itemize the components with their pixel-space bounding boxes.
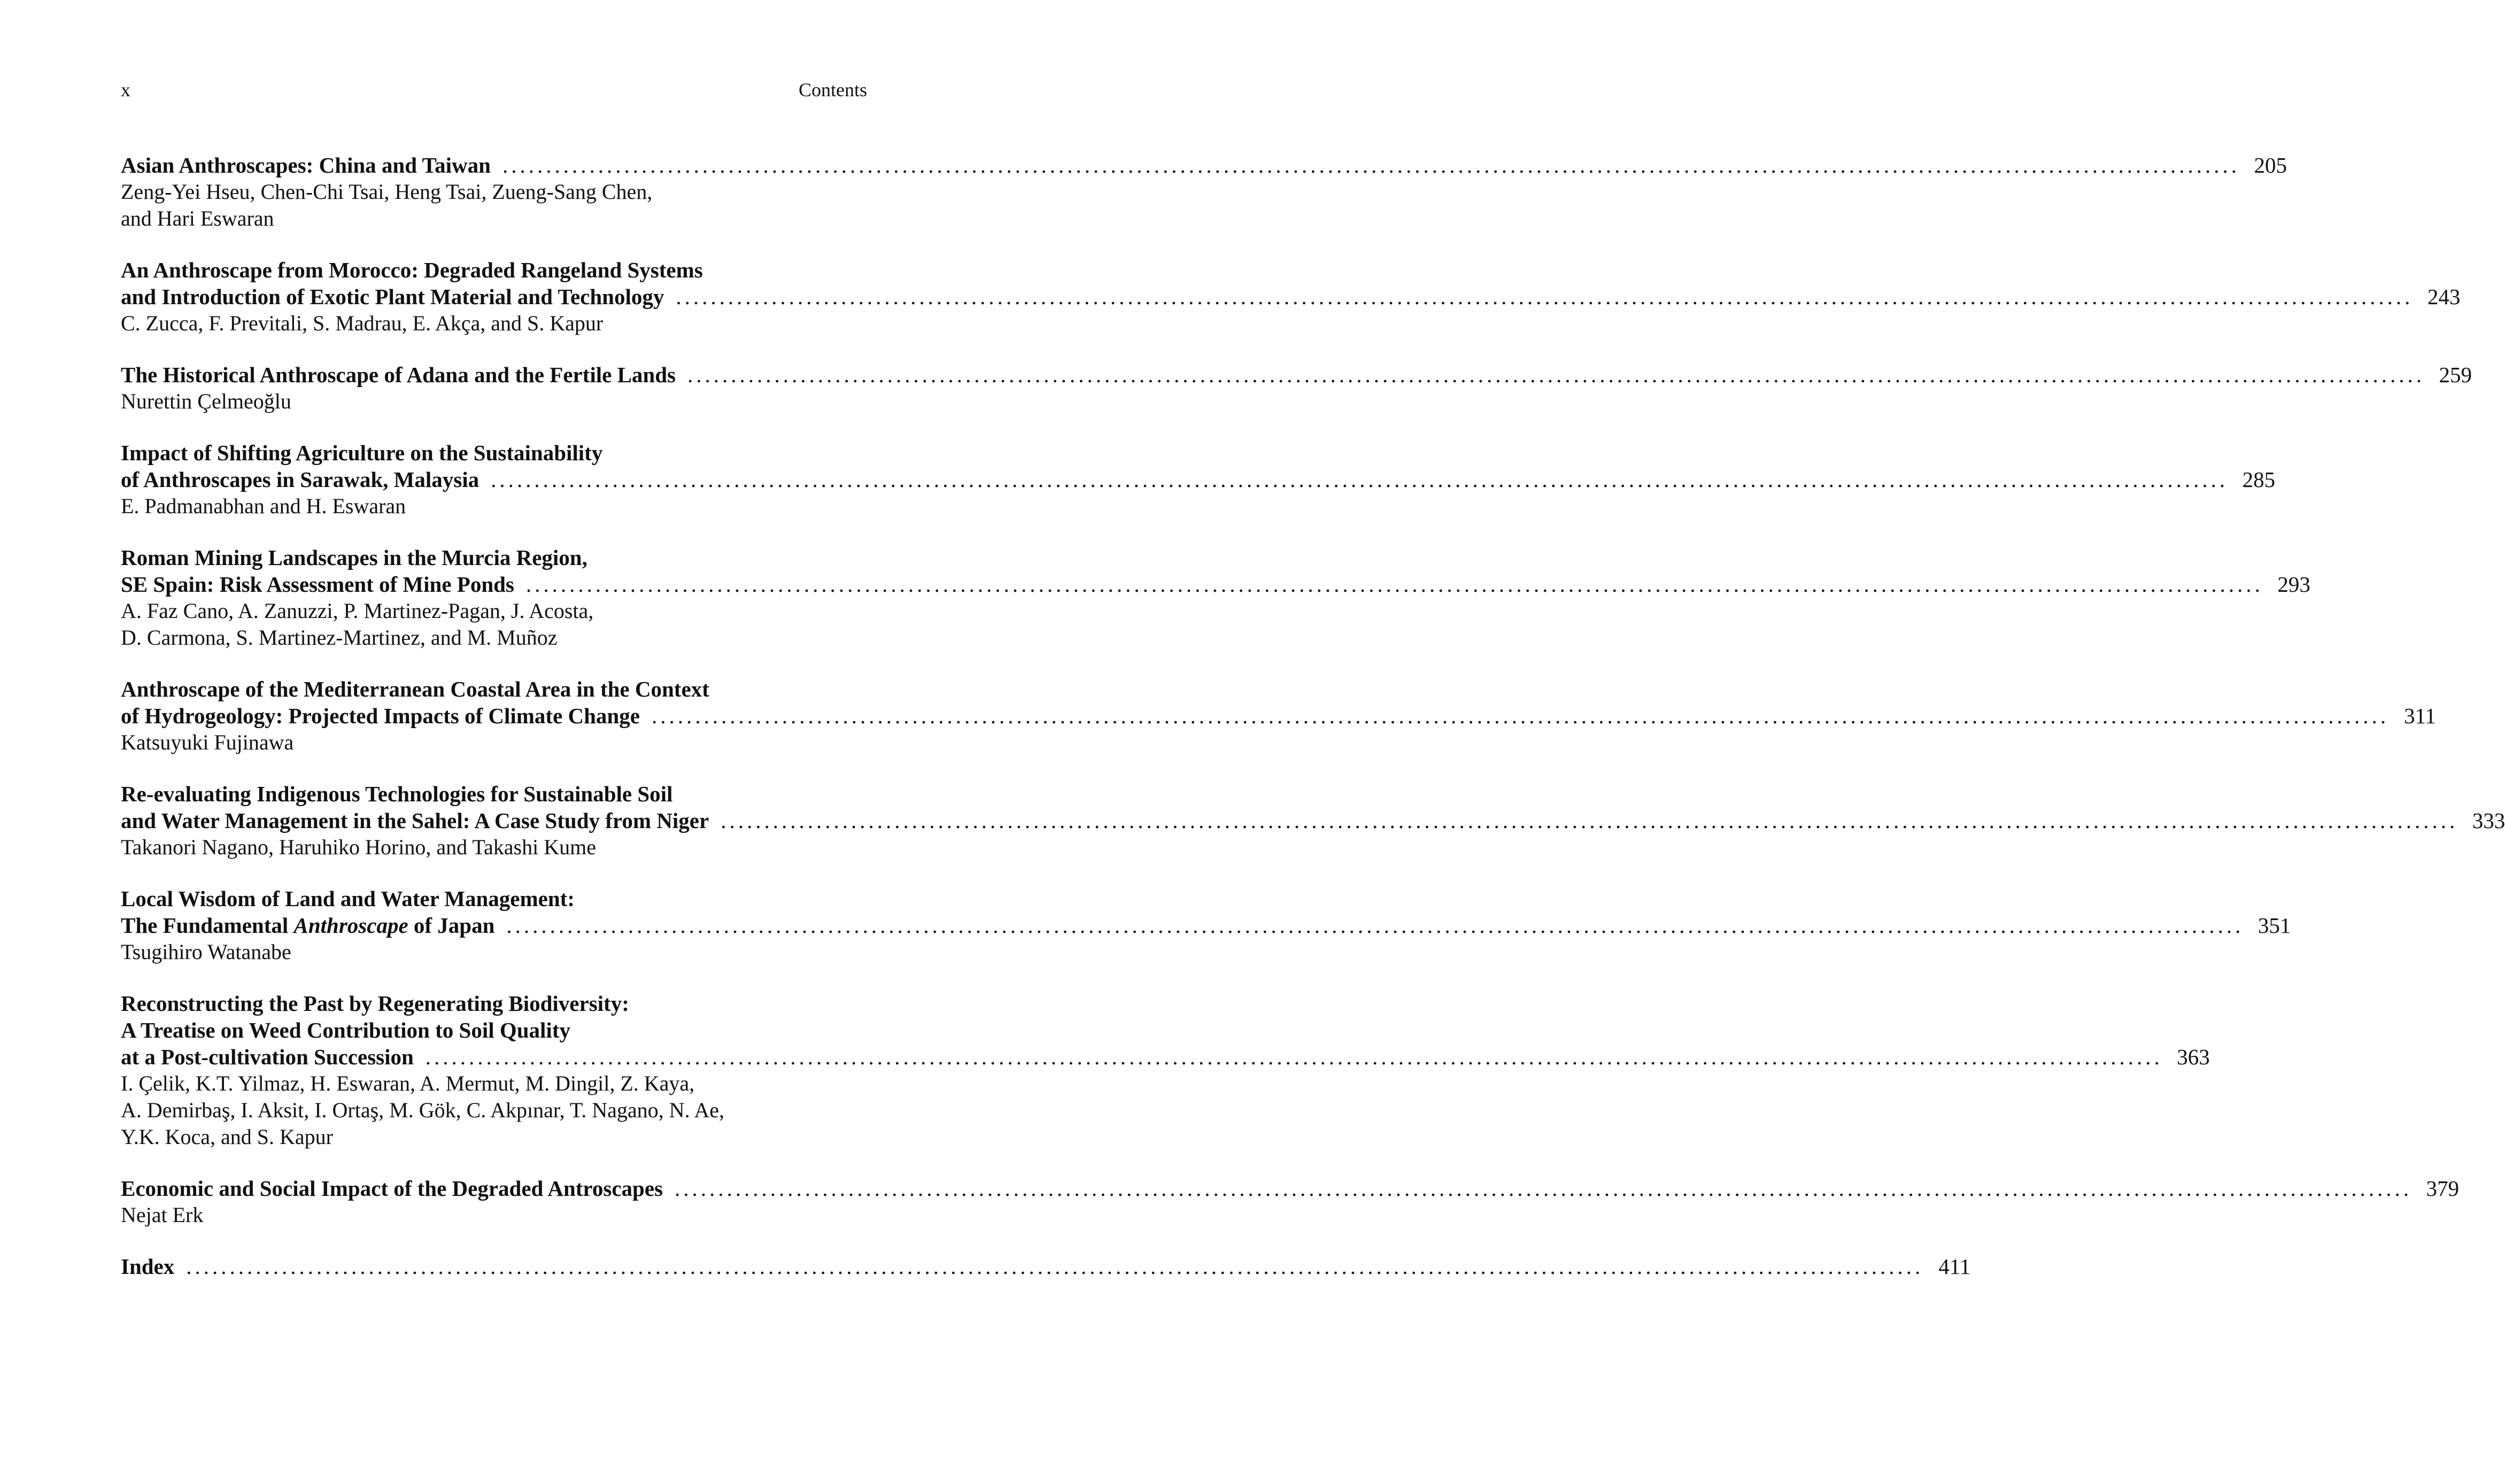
- toc-entry[interactable]: [121, 990, 2210, 1150]
- chapter-title-text: and Water Management in the Sahel: A Case Study from Niger: [121, 808, 709, 833]
- chapter-title-fragment: The Fundamental: [121, 913, 294, 938]
- toc-entry[interactable]: [121, 544, 2310, 651]
- dot-leader: ........................................................................................................................................................................................................: [687, 362, 2425, 387]
- page-number: 205: [2254, 153, 2287, 177]
- toc-entry[interactable]: [121, 361, 2472, 415]
- toc-entry[interactable]: [121, 257, 2461, 337]
- page-number: 351: [2257, 913, 2291, 938]
- chapter-title-line: Anthroscape of the Mediterranean Coastal Area in the Context: [121, 677, 709, 701]
- toc-entry[interactable]: [121, 885, 2291, 965]
- toc-entry[interactable]: [121, 152, 2287, 232]
- dot-leader: ........................................................................................................................................................................................................: [676, 284, 2414, 309]
- chapter-title-line: A Treatise on Weed Contribution to Soil Quality: [121, 1018, 570, 1042]
- author-line: Katsuyuki Fujinawa: [121, 730, 294, 754]
- page-number: 411: [1938, 1254, 1971, 1279]
- page-number: 363: [2177, 1045, 2210, 1069]
- chapter-title-line: Roman Mining Landscapes in the Murcia Region,: [121, 545, 587, 570]
- section-title: Contents: [798, 79, 867, 101]
- italic-term: Anthroscape: [293, 913, 408, 938]
- author-line: and Hari Eswaran: [121, 206, 274, 230]
- chapter-title-text: The Historical Anthroscape of Adana and the Fertile Lands: [121, 362, 676, 387]
- dot-leader: ........................................................................................................................................................................................................: [525, 572, 2263, 597]
- dot-leader: ........................................................................................................................................................................................................: [674, 1176, 2412, 1201]
- toc-entry[interactable]: [121, 1253, 1971, 1280]
- chapter-title-last-line: [121, 1253, 1971, 1280]
- toc-entry[interactable]: [121, 780, 2505, 861]
- dot-leader: ........................................................................................................................................................................................................: [651, 704, 2389, 728]
- chapter-title-text: of Anthroscapes in Sarawak, Malaysia: [121, 467, 480, 492]
- chapter-title-text: of Hydrogeology: Projected Impacts of Climate Change: [121, 704, 640, 728]
- author-line: D. Carmona, S. Martinez-Martinez, and M. Muñoz: [121, 625, 558, 650]
- chapter-title-last-line: [121, 1044, 2210, 1070]
- page-number: 243: [2427, 284, 2461, 309]
- chapter-title-line: Impact of Shifting Agriculture on the Sustainability: [121, 440, 603, 465]
- dot-leader: ........................................................................................................................................................................................................: [425, 1045, 2163, 1069]
- dot-leader: ........................................................................................................................................................................................................: [186, 1254, 1924, 1279]
- chapter-title-text: Asian Anthroscapes: China and Taiwan: [121, 153, 491, 177]
- running-head: [121, 76, 867, 103]
- chapter-title-last-line: [121, 466, 2276, 493]
- author-line: Nejat Erk: [121, 1203, 204, 1227]
- chapter-title-text: [121, 912, 494, 939]
- author-line: Tsugihiro Watanabe: [121, 940, 291, 964]
- author-line: Takanori Nagano, Haruhiko Horino, and Takashi Kume: [121, 835, 596, 859]
- chapter-title-text: at a Post-cultivation Succession: [121, 1045, 414, 1069]
- author-line: C. Zucca, F. Previtali, S. Madrau, E. Akça, and S. Kapur: [121, 311, 604, 335]
- author-line: I. Çelik, K.T. Yilmaz, H. Eswaran, A. Mermut, M. Dingil, Z. Kaya,: [121, 1071, 695, 1095]
- chapter-title-line: An Anthroscape from Morocco: Degraded Rangeland Systems: [121, 258, 703, 282]
- author-line: A. Faz Cano, A. Zanuzzi, P. Martinez-Pagan, J. Acosta,: [121, 599, 594, 623]
- author-line: Zeng-Yei Hseu, Chen-Chi Tsai, Heng Tsai, Zueng-Sang Chen,: [121, 180, 653, 204]
- chapter-title-line: Reconstructing the Past by Regenerating Biodiversity:: [121, 991, 629, 1016]
- author-line: Y.K. Koca, and S. Kapur: [121, 1125, 333, 1149]
- page-number: 333: [2472, 808, 2505, 833]
- toc-entry[interactable]: [121, 439, 2276, 520]
- chapter-title-line: Re-evaluating Indigenous Technologies for Sustainable Soil: [121, 782, 673, 806]
- chapter-title-last-line: [121, 702, 2436, 729]
- dot-leader: ........................................................................................................................................................................................................: [491, 467, 2229, 492]
- page-number: 259: [2439, 362, 2472, 387]
- chapter-title-last-line: [121, 571, 2310, 598]
- toc-entry[interactable]: [121, 676, 2436, 756]
- page-number: 311: [2403, 704, 2436, 728]
- chapter-title-fragment: of Japan: [408, 913, 495, 938]
- chapter-title-last-line: [121, 807, 2505, 834]
- page-number: 285: [2242, 467, 2276, 492]
- chapter-title-text: and Introduction of Exotic Plant Material and Technology: [121, 284, 664, 309]
- page-number: 293: [2277, 572, 2310, 597]
- page-number: 379: [2426, 1176, 2459, 1201]
- page-number-roman: x: [121, 79, 130, 101]
- chapter-title-last-line: [121, 283, 2461, 310]
- chapter-title-line: Local Wisdom of Land and Water Management:: [121, 886, 575, 911]
- chapter-title-text: Economic and Social Impact of the Degraded Antroscapes: [121, 1176, 663, 1201]
- dot-leader: ........................................................................................................................................................................................................: [502, 153, 2240, 177]
- chapter-title-text: Index: [121, 1254, 175, 1279]
- chapter-title-last-line: [121, 361, 2472, 388]
- toc-entry[interactable]: [121, 1175, 2459, 1228]
- dot-leader: ........................................................................................................................................................................................................: [506, 913, 2244, 938]
- author-line: Nurettin Çelmeoğlu: [121, 389, 291, 413]
- author-line: A. Demirbaş, I. Aksit, I. Ortaş, M. Gök, C. Akpınar, T. Nagano, N. Ae,: [121, 1098, 725, 1122]
- chapter-title-last-line: [121, 1175, 2459, 1202]
- dot-leader: ........................................................................................................................................................................................................: [721, 808, 2458, 833]
- table-of-contents: [121, 127, 2505, 1280]
- chapter-title-last-line: [121, 912, 2291, 939]
- chapter-title-last-line: [121, 152, 2287, 179]
- author-line: E. Padmanabhan and H. Eswaran: [121, 494, 406, 518]
- chapter-title-text: SE Spain: Risk Assessment of Mine Ponds: [121, 572, 514, 597]
